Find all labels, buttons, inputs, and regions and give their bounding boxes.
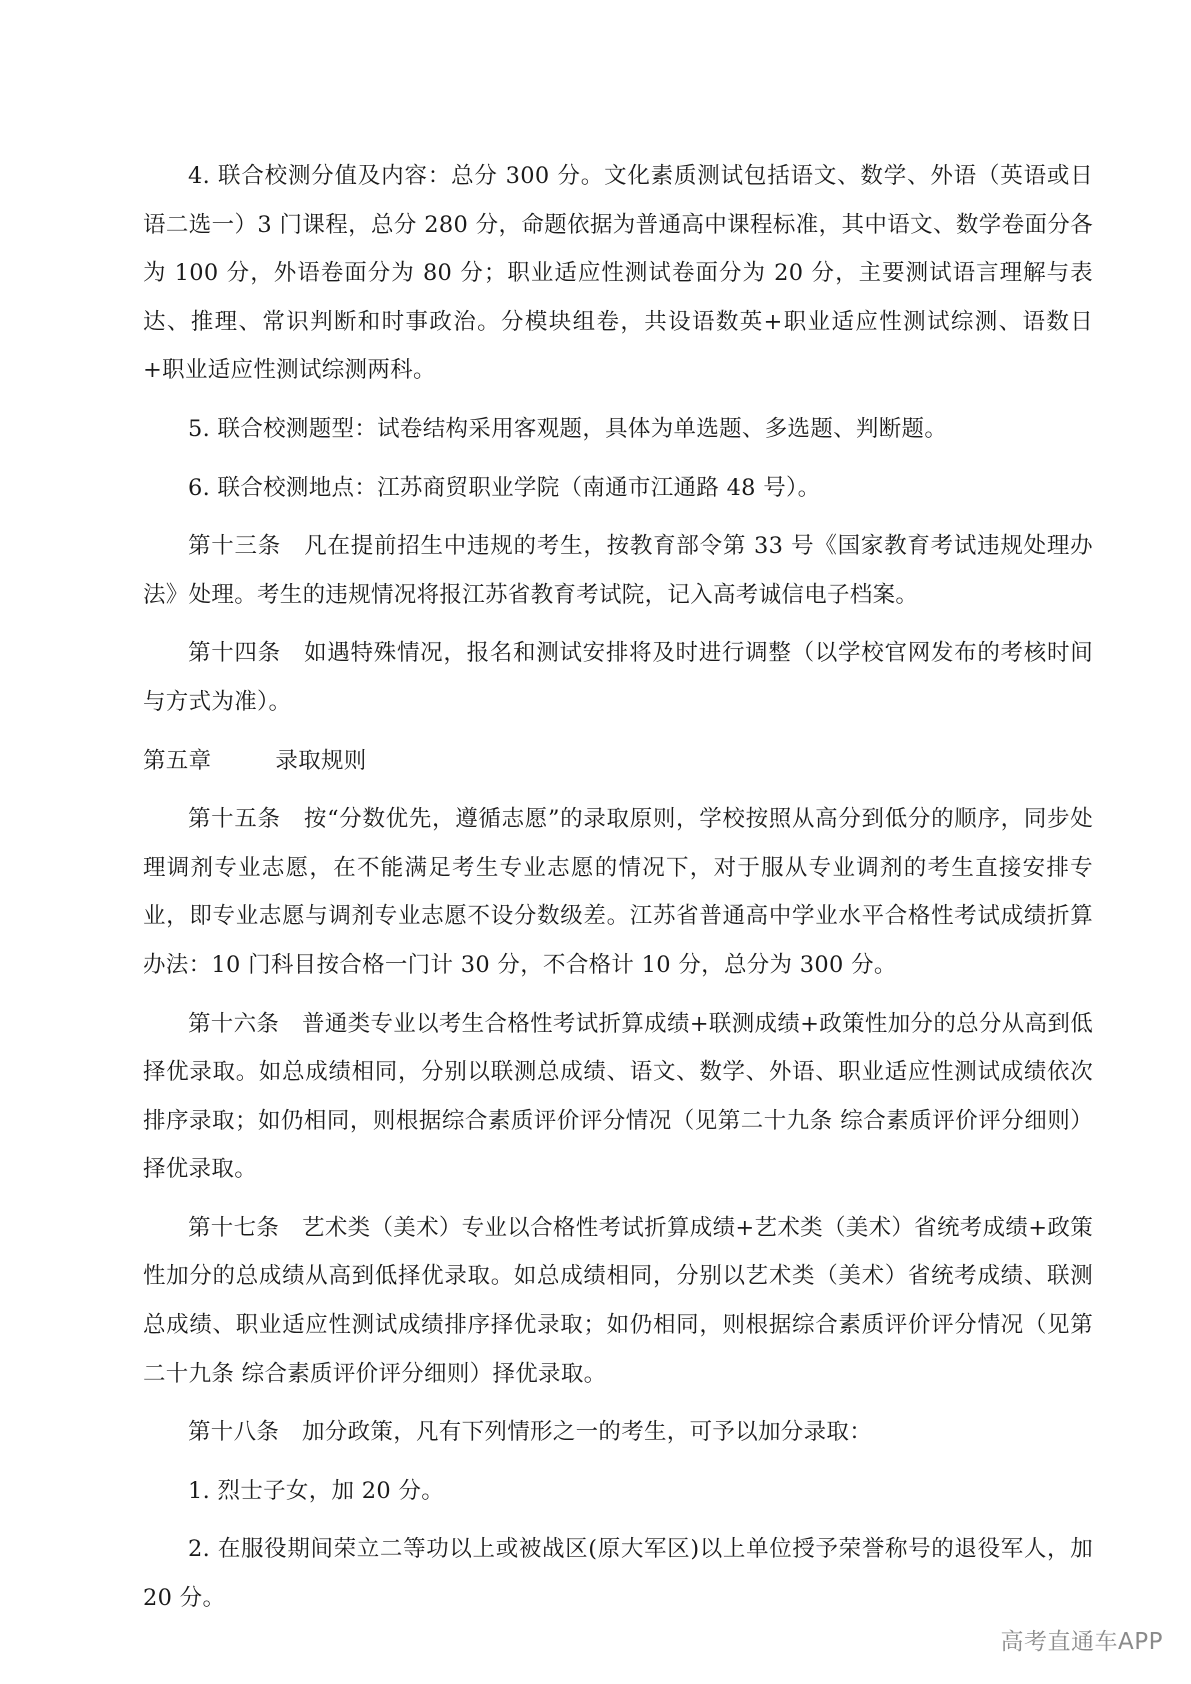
paragraph-item-5: 5. 联合校测题型：试卷结构采用客观题，具体为单选题、多选题、判断题。 <box>188 415 948 442</box>
paragraph-bonus-item-2: 2. 在服役期间荣立二等功以上或被战区(原大军区)以上单位授予荣誉称号的退役军人，加 20 分。 <box>143 1536 1093 1612</box>
paragraph-bonus-item-1: 1. 烈士子女，加 20 分。 <box>188 1477 445 1504</box>
paragraph-article-14: 第十四条 如遇特殊情况，报名和测试安排将及时进行调整（以学校官网发布的考核时间与方式为准）。 <box>143 640 1093 715</box>
paragraph-article-18: 第十八条 加分政策，凡有下列情形之一的考生，可予以加分录取： <box>188 1419 873 1446</box>
paragraph-item-6: 6. 联合校测地点：江苏商贸职业学院（南通市江通路 48 号）。 <box>188 474 821 501</box>
paragraph-article-13: 第十三条 凡在提前招生中违规的考生，按教育部令第 33 号《国家教育考试违规处理办法》处理。考生的违规情况将报江苏省教育考试院，记入高考诚信电子档案。 <box>143 533 1093 608</box>
chapter-heading <box>143 737 1093 786</box>
paragraph-item-4: 4. 联合校测分值及内容：总分 300 分。文化素质测试包括语文、数学、外语（英语或日语二选一）3 门课程，总分 280 分，命题依据为普通高中课程标准，其中语文、数学卷面分各为 100 分，外语卷面分为 80 分；职业适应性测试卷面分为 20 分，主要测试语言理解与表达、推理、常识判断和时事政治。分模块组卷，共设语数英+职业适应性测试综测、语数日+职业适应性测试综测两科。 <box>143 163 1093 384</box>
chapter-number: 第五章 <box>143 747 212 774</box>
paragraph-article-15: 第十五条 按“分数优先，遵循志愿”的录取原则，学校按照从高分到低分的顺序，同步处理调剂专业志愿，在不能满足考生专业志愿的情况下，对于服从专业调剂的考生直接安排专业，即专业志愿与调剂专业志愿不设分数级差。江苏省普通高中学业水平合格性考试成绩折算办法：10 门科目按合格一门计 30 分，不合格计 10 分，总分为 300 分。 <box>143 806 1093 978</box>
paragraph-article-16: 第十六条 普通类专业以考生合格性考试折算成绩+联测成绩+政策性加分的总分从高到低择优录取。如总成绩相同，分别以联测总成绩、语文、数学、外语、职业适应性测试成绩依次排序录取；如仍相同，则根据综合素质评价评分情况（见第二十九条 综合素质评价评分细则）择优录取。 <box>143 1010 1093 1183</box>
document-body <box>143 152 1093 1633</box>
chapter-title: 录取规则 <box>275 747 367 774</box>
app-watermark: 高考直通车APP <box>1000 1629 1163 1655</box>
paragraph-article-17: 第十七条 艺术类（美术）专业以合格性考试折算成绩+艺术类（美术）省统考成绩+政策性加分的总成绩从高到低择优录取。如总成绩相同，分别以艺术类（美术）省统考成绩、联测总成绩、职业适应性测试成绩排序择优录取；如仍相同，则根据综合素质评价评分情况（见第二十九条 综合素质评价评分细则）择优录取。 <box>143 1214 1093 1387</box>
